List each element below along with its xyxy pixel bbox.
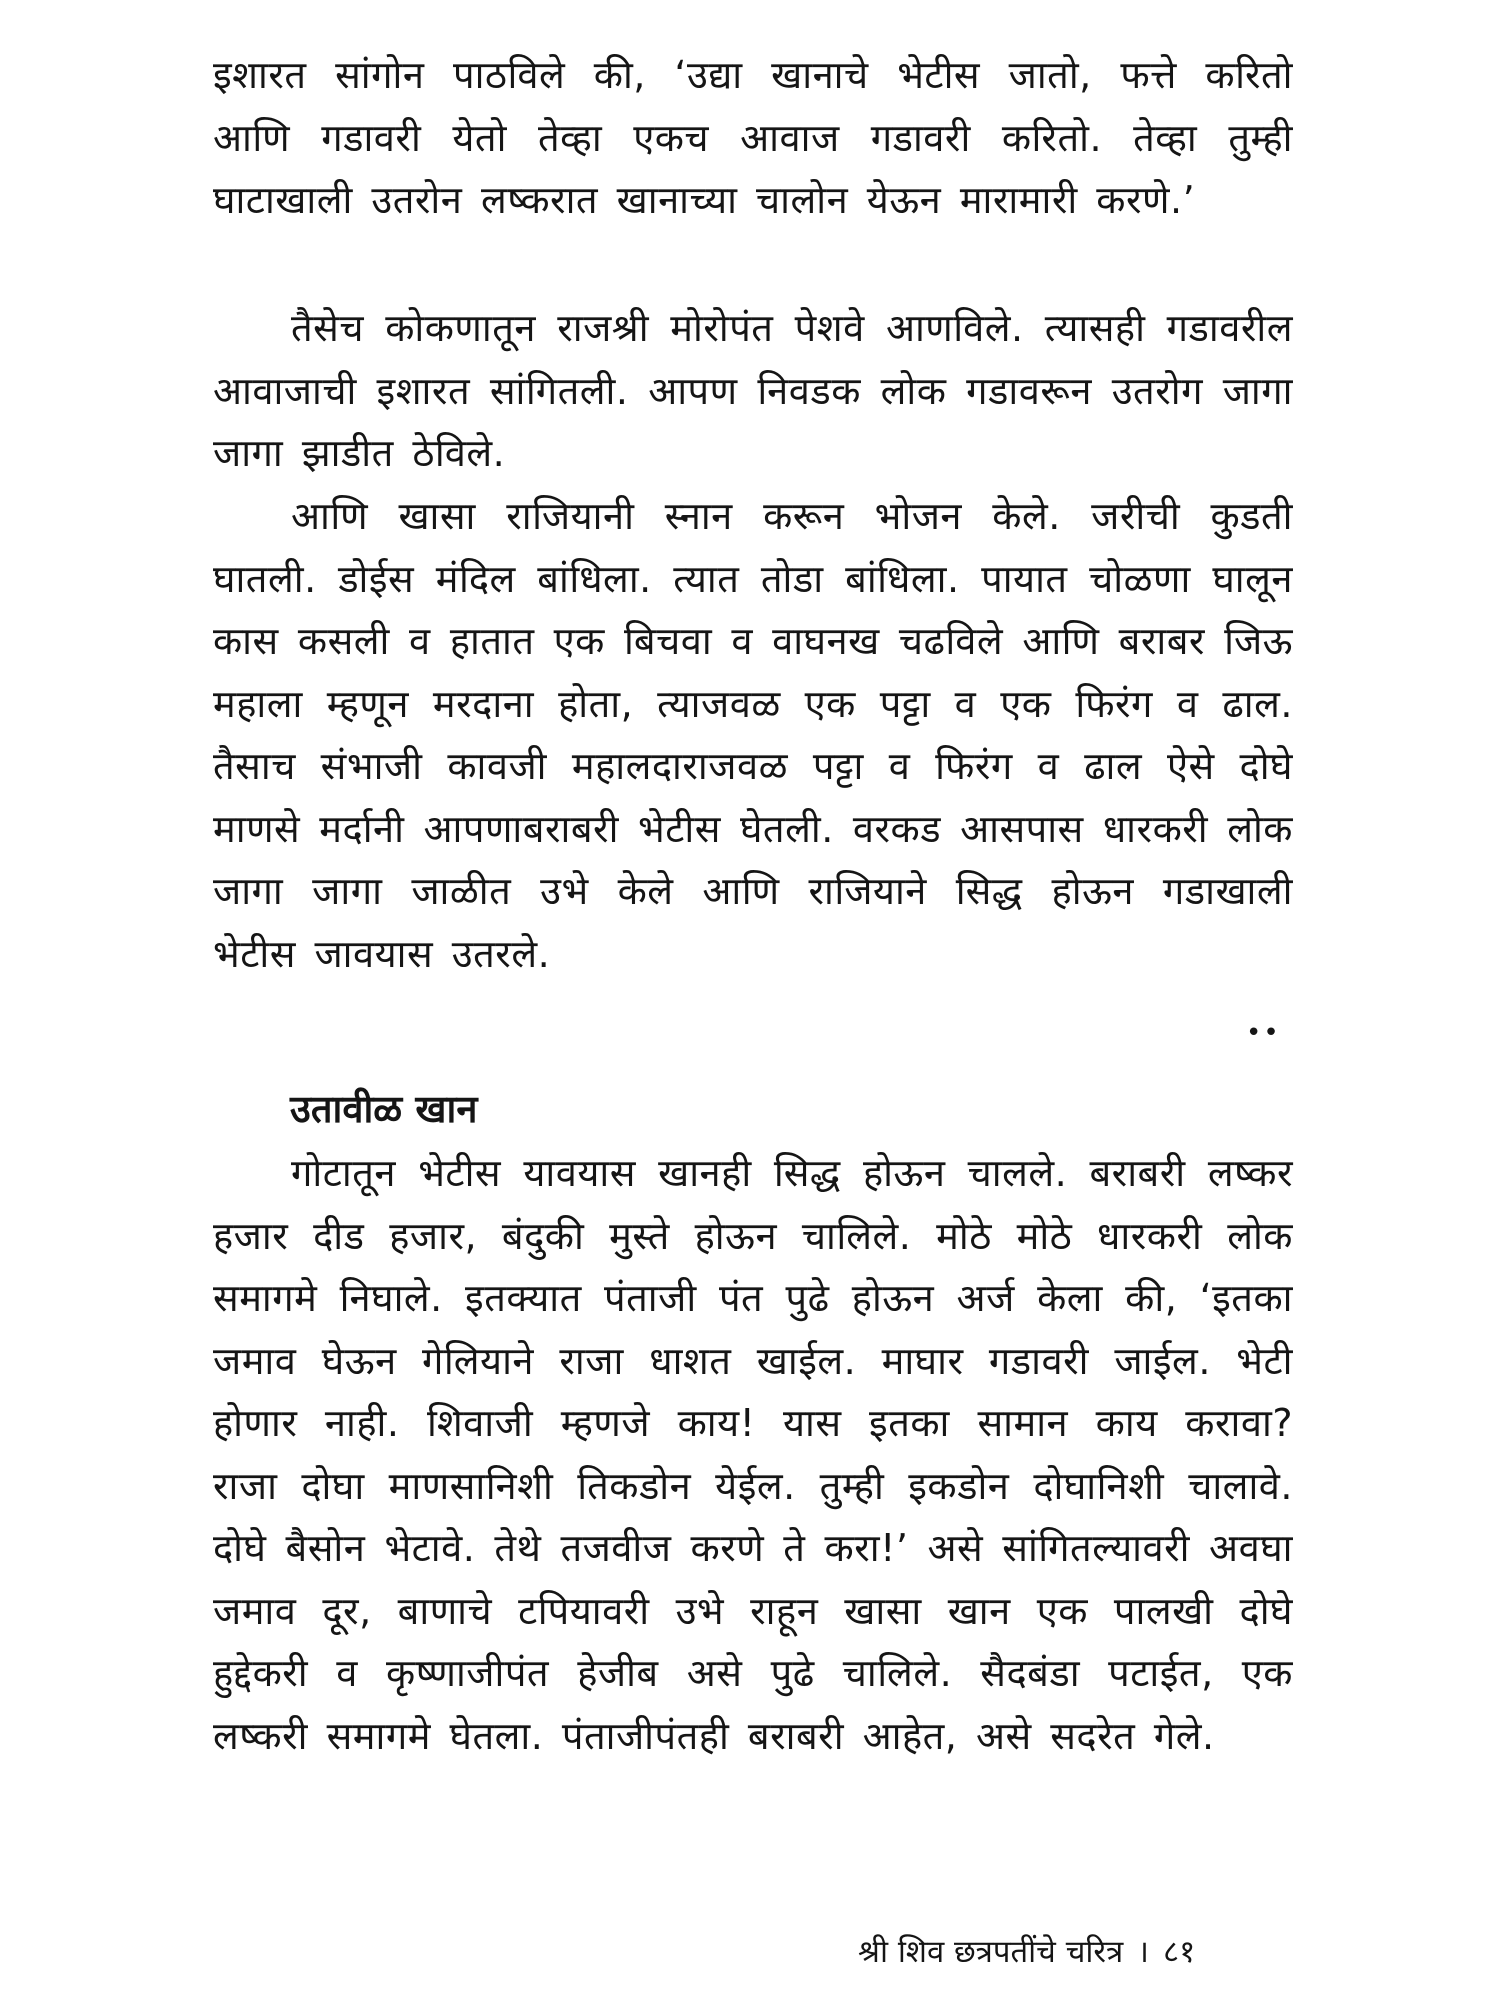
page-number: ८१ [1162, 1934, 1196, 1970]
section-heading: उतावीळ खान [290, 1087, 478, 1131]
text-block-preparation [213, 485, 1293, 985]
paragraph-khan: गोटातून भेटीस यावयास खानही सिद्ध होऊन चालले. बराबरी लष्कर हजार दीड हजार, बंदुकी मुस्ते होऊन चालिले. मोठे मोठे धारकरी लोक समागमे निघाले. इतक्यात पंताजी पंत पुढे होऊन अर्ज केला की, ‘इतका जमाव घेऊन गेलियाने राजा धाशत खाईल. माघार गडावरी जाईल. भेटी होणार नाही. शिवाजी म्हणजे काय! यास इतका सामान काय करावा? राजा दोघा माणसानिशी तिकडोन येईल. तुम्ही इकडोन दोघानिशी चालावे. दोघे बैसोन भेटावे. तेथे तजवीज करणे ते करा!’ असे सांगितल्यावरी अवघा जमाव दूर, बाणाचे टपियावरी उभे राहून खासा खान एक पालखी दोघे हुद्देकरी व कृष्णाजीपंत हेजीब असे पुढे चालिले. सैदबंडा पटाईत, एक लष्करी समागमे घेतला. पंताजीपंतही बराबरी आहेत, असे सदरेत गेले. [213, 1151, 1293, 1758]
paragraph-continued: इशारत सांगोन पाठविले की, ‘उद्या खानाचे भेटीस जातो, फत्ते करितो आणि गडावरी येतो तेव्हा एकच आवाज गडावरी करितो. तेव्हा तुम्ही घाटाखाली उतरोन लष्करात खानाच्या चालोन येऊन मारामारी करणे.’ [213, 53, 1293, 222]
text-block-moropant [213, 297, 1293, 485]
footer-book-title: श्री शिव छत्रपतींचे चरित्र [858, 1934, 1124, 1970]
page-footer [858, 1930, 1195, 1974]
section-break-ornament: •• [1246, 1018, 1281, 1048]
footer-separator: । [1137, 1934, 1149, 1970]
paragraph-preparation: आणि खासा राजियानी स्नान करून भोजन केले. जरीची कुडती घातली. डोईस मंदिल बांधिला. त्यात तोडा बांधिला. पायात चोळणा घालून कास कसली व हातात एक बिचवा व वाघनख चढविले आणि बराबर जिऊ महाला म्हणून मरदाना होता, त्याजवळ एक पट्टा व एक फिरंग व ढाल. तैसाच संभाजी कावजी महालदाराजवळ पट्टा व फिरंग व ढाल ऐसे दोघे माणसे मर्दानी आपणाबराबरी भेटीस घेतली. वरकड आसपास धारकरी लोक जागा जागा जाळीत उभे केले आणि राजियाने सिद्ध होऊन गडाखाली भेटीस जावयास उतरले. [213, 494, 1293, 976]
text-block-top [213, 44, 1293, 232]
text-block-khan [213, 1142, 1293, 1767]
paragraph-moropant: तैसेच कोकणातून राजश्री मोरोपंत पेशवे आणविले. त्यासही गडावरील आवाजाची इशारत सांगितली. आपण निवडक लोक गडावरून उतरोग जागा जागा झाडीत ठेविले. [213, 306, 1293, 475]
